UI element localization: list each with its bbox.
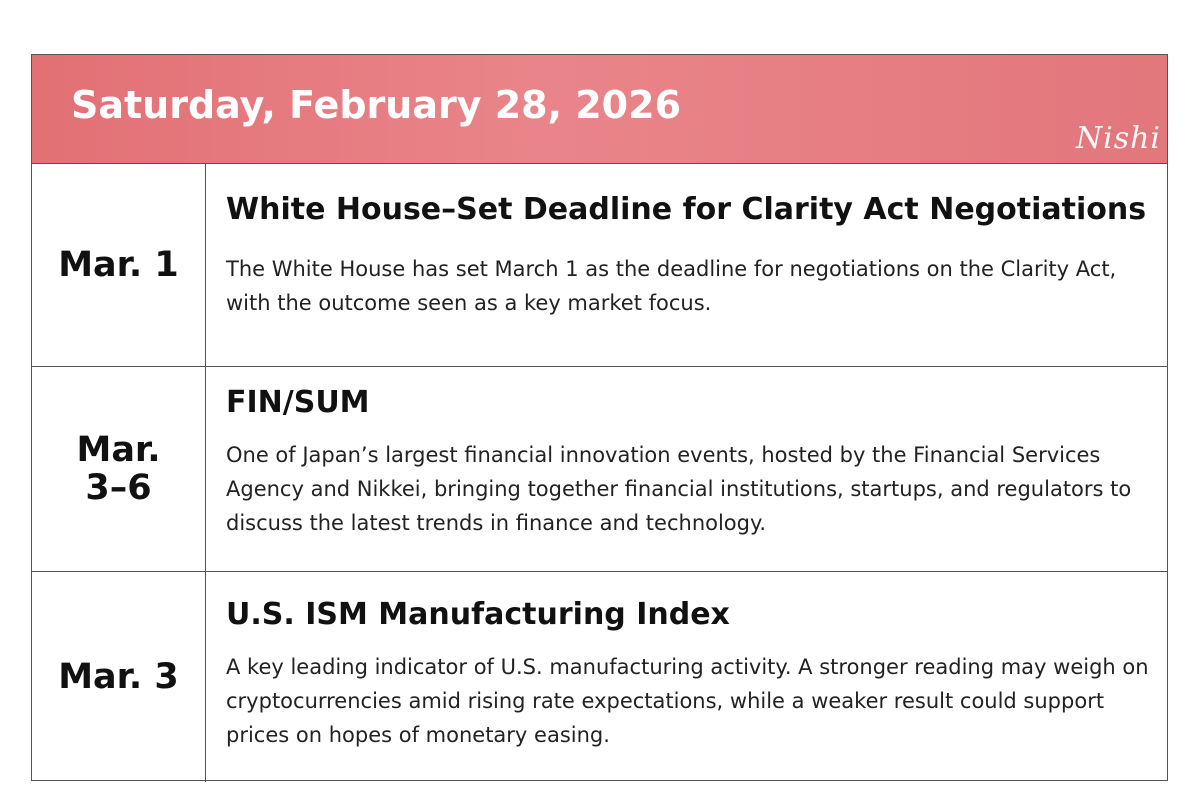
event-row — [32, 367, 1167, 572]
event-content-cell — [206, 572, 1167, 782]
event-date: Mar. 1 — [58, 245, 179, 285]
schedule-header — [32, 55, 1167, 164]
event-title: FIN/SUM — [226, 385, 370, 420]
event-content-cell — [206, 164, 1167, 366]
event-date-cell — [32, 367, 206, 571]
event-description: The White House has set March 1 as the deadline for negotiations on the Clarity Act, with the outcome seen as a key market focus. — [226, 257, 1117, 315]
event-date-cell — [32, 572, 206, 782]
event-schedule-card — [31, 54, 1168, 781]
event-description: A key leading indicator of U.S. manufacturing activity. A stronger reading may weigh on cryptocurrencies amid rising rate expectations, while a weaker result could support prices on hopes of monetary easing. — [226, 655, 1149, 747]
event-date: Mar. 3–6 — [76, 430, 161, 508]
event-title: U.S. ISM Manufacturing Index — [226, 597, 730, 632]
event-row — [32, 164, 1167, 367]
author-signature: Nishi — [1075, 121, 1161, 156]
event-description: One of Japan’s largest financial innovation events, hosted by the Financial Services Agency and Nikkei, bringing together financial institutions, startups, and regulators to discuss the latest trends in finance and technology. — [226, 443, 1132, 535]
event-date: Mar. 3 — [58, 657, 179, 697]
schedule-date-title: Saturday, February 28, 2026 — [71, 83, 682, 127]
event-content-cell — [206, 367, 1167, 571]
event-row — [32, 572, 1167, 782]
event-date-cell — [32, 164, 206, 366]
event-title: White House–Set Deadline for Clarity Act Negotiations — [226, 192, 1147, 227]
